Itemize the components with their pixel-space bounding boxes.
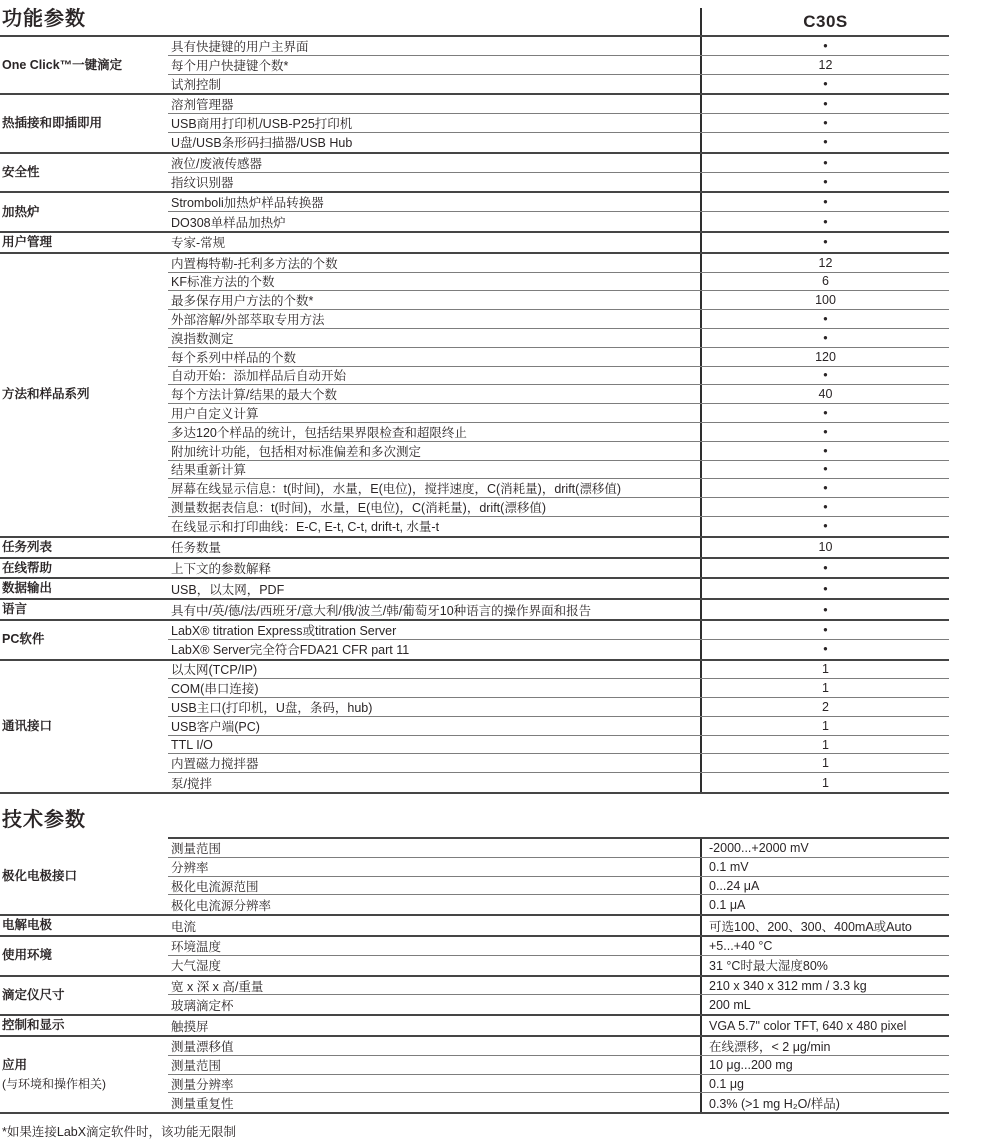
table-row [168, 212, 949, 231]
feature-value: 0.1 μA [700, 895, 949, 914]
category-block [0, 233, 949, 254]
feature-value: • [700, 37, 949, 55]
category-rows [168, 977, 949, 1015]
product-column-header: C30S [700, 8, 949, 35]
feature-value: • [700, 133, 949, 152]
feature-value: 31 °C时最大湿度80% [700, 956, 949, 975]
category-rows [168, 154, 949, 192]
feature-label: 极化电流源分辨率 [171, 898, 272, 913]
feature-value: • [700, 75, 949, 94]
feature-label: 具有中/英/德/法/西班牙/意大利/俄/波兰/韩/葡萄牙10种语言的操作界面和报告 [171, 603, 592, 618]
category-label: 滴定仪尺寸 [2, 988, 65, 1003]
feature-label: 测量分辨率 [171, 1077, 234, 1092]
category-rows [168, 937, 949, 975]
technical-section-title: 技术参数 [2, 809, 86, 832]
table-row [168, 1075, 949, 1094]
table-row [168, 895, 949, 914]
category-label-cell [0, 254, 168, 536]
category-rows [168, 254, 949, 536]
table-row [168, 679, 949, 698]
feature-label: 大气湿度 [171, 959, 222, 974]
feature-value: 12 [700, 56, 949, 74]
category-block [0, 559, 949, 580]
feature-value: 1 [700, 717, 949, 735]
category-block [0, 937, 949, 977]
feature-value: • [700, 329, 949, 347]
table-row [168, 600, 949, 619]
feature-label: Stromboli加热炉样品转换器 [171, 196, 324, 211]
feature-label: 屏幕在线显示信息：t(时间)，水量，E(电位)，搅拌速度，C(消耗量)，drift(漂移值) [171, 482, 621, 497]
category-block [0, 579, 949, 600]
feature-label: 每个用户快捷键个数* [171, 58, 289, 73]
category-rows [168, 839, 949, 914]
table-row [168, 193, 949, 212]
table-row [168, 329, 949, 348]
category-block [0, 254, 949, 538]
table-row [168, 717, 949, 736]
table-row [168, 640, 949, 659]
feature-value: -2000...+2000 mV [700, 839, 949, 857]
table-row [168, 858, 949, 877]
table-row [168, 154, 949, 173]
feature-value: 在线漂移，< 2 μg/min [700, 1037, 949, 1055]
feature-label: 内置梅特勒-托利多方法的个数 [171, 256, 338, 271]
feature-value: • [700, 114, 949, 132]
feature-label: COM(串口连接) [171, 682, 259, 697]
table-row [168, 37, 949, 56]
category-block [0, 1016, 949, 1037]
table-row [168, 916, 949, 935]
table-row [168, 559, 949, 578]
feature-label: 液位/废液传感器 [171, 156, 262, 171]
feature-label: 测量漂移值 [171, 1039, 234, 1054]
table-row [168, 385, 949, 404]
table-row [168, 977, 949, 996]
category-block [0, 95, 949, 153]
table-row [168, 1037, 949, 1056]
feature-value: • [700, 461, 949, 479]
table-row [168, 75, 949, 94]
table-row [168, 56, 949, 75]
table-row [168, 114, 949, 133]
feature-label: DO308单样品加热炉 [171, 215, 286, 230]
table-row [168, 937, 949, 956]
category-label-cell [0, 193, 168, 231]
feature-value: • [700, 212, 949, 231]
technical-parameters-section [0, 808, 949, 1114]
feature-label: 每个方法计算/结果的最大个数 [171, 388, 337, 403]
feature-label: 以太网(TCP/IP) [171, 663, 258, 678]
category-block [0, 154, 949, 194]
table-row [168, 423, 949, 442]
feature-value: 40 [700, 385, 949, 403]
table-row [168, 133, 949, 152]
technical-table-body [0, 839, 949, 1114]
category-label: 极化电极接口 [2, 869, 78, 884]
table-row [168, 773, 949, 792]
feature-label: 附加统计功能，包括相对标准偏差和多次测定 [171, 444, 422, 459]
feature-label: 内置磁力搅拌器 [171, 757, 259, 772]
table-row [168, 254, 949, 273]
category-rows [168, 916, 949, 935]
feature-label: 任务数量 [171, 541, 222, 556]
feature-value: • [700, 367, 949, 385]
feature-label: USB客户端(PC) [171, 719, 260, 734]
table-row [168, 698, 949, 717]
feature-label: 试剂控制 [171, 77, 222, 92]
category-label-cell [0, 95, 168, 151]
feature-label: LabX® titration Express或titration Server [171, 623, 397, 638]
category-label: 控制和显示 [2, 1018, 65, 1033]
category-label-cell [0, 37, 168, 93]
category-sublabel: (与环境和操作相关) [2, 1077, 106, 1092]
category-rows [168, 1016, 949, 1035]
category-label: 数据输出 [2, 581, 53, 596]
table-row [168, 173, 949, 192]
feature-value: • [700, 404, 949, 422]
feature-value: • [700, 442, 949, 460]
feature-label: 玻璃滴定杯 [171, 998, 234, 1013]
feature-label: USB商用打印机/USB-P25打印机 [171, 117, 353, 132]
category-block [0, 661, 949, 795]
category-label-cell [0, 661, 168, 793]
category-label-cell [0, 1016, 168, 1035]
feature-value: 0.1 mV [700, 858, 949, 876]
feature-label: 电流 [171, 919, 197, 934]
feature-value: 可选100、200、300、400mA或Auto [700, 916, 949, 935]
category-rows [168, 37, 949, 93]
category-label: 通讯接口 [2, 718, 53, 733]
category-label: One Click™一键滴定 [2, 57, 123, 72]
category-rows [168, 1037, 949, 1112]
category-label: 安全性 [2, 165, 40, 180]
feature-value: • [700, 579, 949, 598]
functional-table-body [0, 37, 949, 794]
category-label: 使用环境 [2, 948, 53, 963]
table-row [168, 95, 949, 114]
table-row [168, 1093, 949, 1112]
category-label-cell [0, 1037, 168, 1112]
feature-value: VGA 5.7" color TFT, 640 x 480 pixel [700, 1016, 949, 1035]
category-label: PC软件 [2, 632, 45, 647]
feature-label: 在线显示和打印曲线：E-C, E-t, C-t, drift-t, 水量-t [171, 520, 440, 535]
table-row [168, 404, 949, 423]
category-block [0, 600, 949, 621]
spec-sheet [0, 8, 949, 1140]
feature-value: • [700, 600, 949, 619]
table-row [168, 479, 949, 498]
feature-label: 每个系列中样品的个数 [171, 350, 297, 365]
table-row [168, 461, 949, 480]
feature-value: • [700, 154, 949, 172]
table-row [168, 517, 949, 536]
feature-label: 测量范围 [171, 1058, 222, 1073]
feature-value: 100 [700, 291, 949, 309]
feature-label: TTL I/O [171, 737, 213, 752]
feature-label: 溶剂管理器 [171, 98, 234, 113]
category-rows [168, 621, 949, 659]
category-block [0, 37, 949, 95]
table-row [168, 877, 949, 896]
category-rows [168, 193, 949, 231]
category-label: 应用 [2, 1058, 28, 1073]
feature-value: 1 [700, 679, 949, 697]
feature-value: • [700, 95, 949, 113]
category-rows [168, 95, 949, 151]
category-rows [168, 661, 949, 793]
table-row [168, 754, 949, 773]
feature-value: 12 [700, 254, 949, 272]
feature-label: 最多保存用户方法的个数* [171, 294, 314, 309]
category-label-cell [0, 977, 168, 1015]
category-label-cell [0, 600, 168, 619]
feature-value: 1 [700, 661, 949, 679]
feature-label: 自动开始：添加样品后自动开始 [171, 369, 347, 384]
table-row [168, 579, 949, 598]
feature-label: 泵/搅拌 [171, 776, 212, 791]
feature-value: 1 [700, 773, 949, 792]
feature-label: U盘/USB条形码扫描器/USB Hub [171, 136, 353, 151]
category-label-cell [0, 937, 168, 975]
category-label: 语言 [2, 602, 28, 617]
category-block [0, 621, 949, 661]
feature-label: 测量数据表信息：t(时间)，水量，E(电位)，C(消耗量)，drift(漂移值) [171, 501, 546, 516]
feature-label: 结果重新计算 [171, 463, 247, 478]
category-label-cell [0, 154, 168, 192]
feature-value: • [700, 173, 949, 192]
category-rows [168, 579, 949, 598]
category-block [0, 916, 949, 937]
feature-label: 指纹识别器 [171, 175, 234, 190]
category-label-cell [0, 233, 168, 252]
feature-value: 1 [700, 754, 949, 772]
feature-label: 具有快捷键的用户主界面 [171, 39, 309, 54]
table-row [168, 661, 949, 680]
category-rows [168, 559, 949, 578]
feature-value: • [700, 640, 949, 659]
table-row [168, 273, 949, 292]
feature-value: • [700, 517, 949, 536]
feature-label: 专家-常规 [171, 236, 226, 251]
table-row [168, 839, 949, 858]
feature-value: • [700, 479, 949, 497]
feature-value: • [700, 498, 949, 516]
feature-label: 测量范围 [171, 841, 222, 856]
category-label-cell [0, 559, 168, 578]
feature-value: 0...24 μA [700, 877, 949, 895]
table-row [168, 956, 949, 975]
table-row [168, 498, 949, 517]
table-row [168, 995, 949, 1014]
category-label: 方法和样品系列 [2, 387, 90, 402]
footnote: *如果连接LabX滴定软件时，该功能无限制 [2, 1125, 237, 1140]
table-row [168, 291, 949, 310]
feature-label: USB主口(打印机，U盘，条码，hub) [171, 701, 373, 715]
category-block [0, 839, 949, 916]
feature-value: • [700, 310, 949, 328]
table-row [168, 1016, 949, 1035]
functional-parameters-section [0, 8, 949, 794]
feature-value: 0.1 μg [700, 1075, 949, 1093]
feature-value: 2 [700, 698, 949, 716]
feature-value: +5...+40 °C [700, 937, 949, 955]
feature-value: 0.3% (>1 mg H₂O/样品) [700, 1093, 949, 1112]
table-row [168, 621, 949, 640]
feature-value: 6 [700, 273, 949, 291]
feature-value: 200 mL [700, 995, 949, 1014]
functional-section-title: 功能参数 [2, 8, 86, 30]
category-block [0, 538, 949, 559]
category-rows [168, 600, 949, 619]
category-rows [168, 538, 949, 557]
feature-value: • [700, 559, 949, 578]
category-label-cell [0, 916, 168, 935]
category-label-cell [0, 538, 168, 557]
table-row [168, 1056, 949, 1075]
category-label: 电解电极 [2, 918, 53, 933]
feature-value: 120 [700, 348, 949, 366]
category-label-cell [0, 621, 168, 659]
feature-label: KF标准方法的个数 [171, 275, 275, 290]
category-label-cell [0, 839, 168, 914]
feature-label: 触摸屏 [171, 1019, 209, 1034]
table-row [168, 736, 949, 755]
feature-label: 宽 x 深 x 高/重量 [171, 979, 264, 994]
category-block [0, 193, 949, 233]
feature-value: 210 x 340 x 312 mm / 3.3 kg [700, 977, 949, 995]
feature-label: 上下文的参数解释 [171, 561, 272, 576]
feature-value: 1 [700, 736, 949, 754]
feature-label: 环境温度 [171, 939, 222, 954]
functional-header-row [0, 8, 949, 37]
category-label-cell [0, 579, 168, 598]
category-label: 任务列表 [2, 539, 53, 554]
table-row [168, 367, 949, 386]
feature-value: 10 [700, 538, 949, 557]
feature-value: 10 μg...200 mg [700, 1056, 949, 1074]
feature-value: • [700, 423, 949, 441]
feature-label: USB，以太网，PDF [171, 582, 285, 597]
feature-label: 用户自定义计算 [171, 407, 259, 422]
feature-label: 分辨率 [171, 860, 209, 875]
category-block [0, 1037, 949, 1114]
table-row [168, 233, 949, 252]
feature-label: 溴指数测定 [171, 331, 234, 346]
feature-label: 极化电流源范围 [171, 879, 259, 894]
category-label: 用户管理 [2, 234, 53, 249]
category-label: 在线帮助 [2, 560, 53, 575]
feature-value: • [700, 193, 949, 211]
feature-label: LabX® Server完全符合FDA21 CFR part 11 [171, 643, 410, 658]
category-rows [168, 233, 949, 252]
feature-value: • [700, 621, 949, 639]
category-label: 热插接和即插即用 [2, 116, 103, 131]
category-label: 加热炉 [2, 204, 40, 219]
feature-label: 测量重复性 [171, 1096, 234, 1111]
category-block [0, 977, 949, 1017]
table-row [168, 310, 949, 329]
feature-value: • [700, 233, 949, 252]
table-row [168, 442, 949, 461]
table-row [168, 538, 949, 557]
table-row [168, 348, 949, 367]
feature-label: 外部溶解/外部萃取专用方法 [171, 313, 325, 328]
feature-label: 多达120个样品的统计，包括结果界限检查和超限终止 [171, 425, 467, 440]
